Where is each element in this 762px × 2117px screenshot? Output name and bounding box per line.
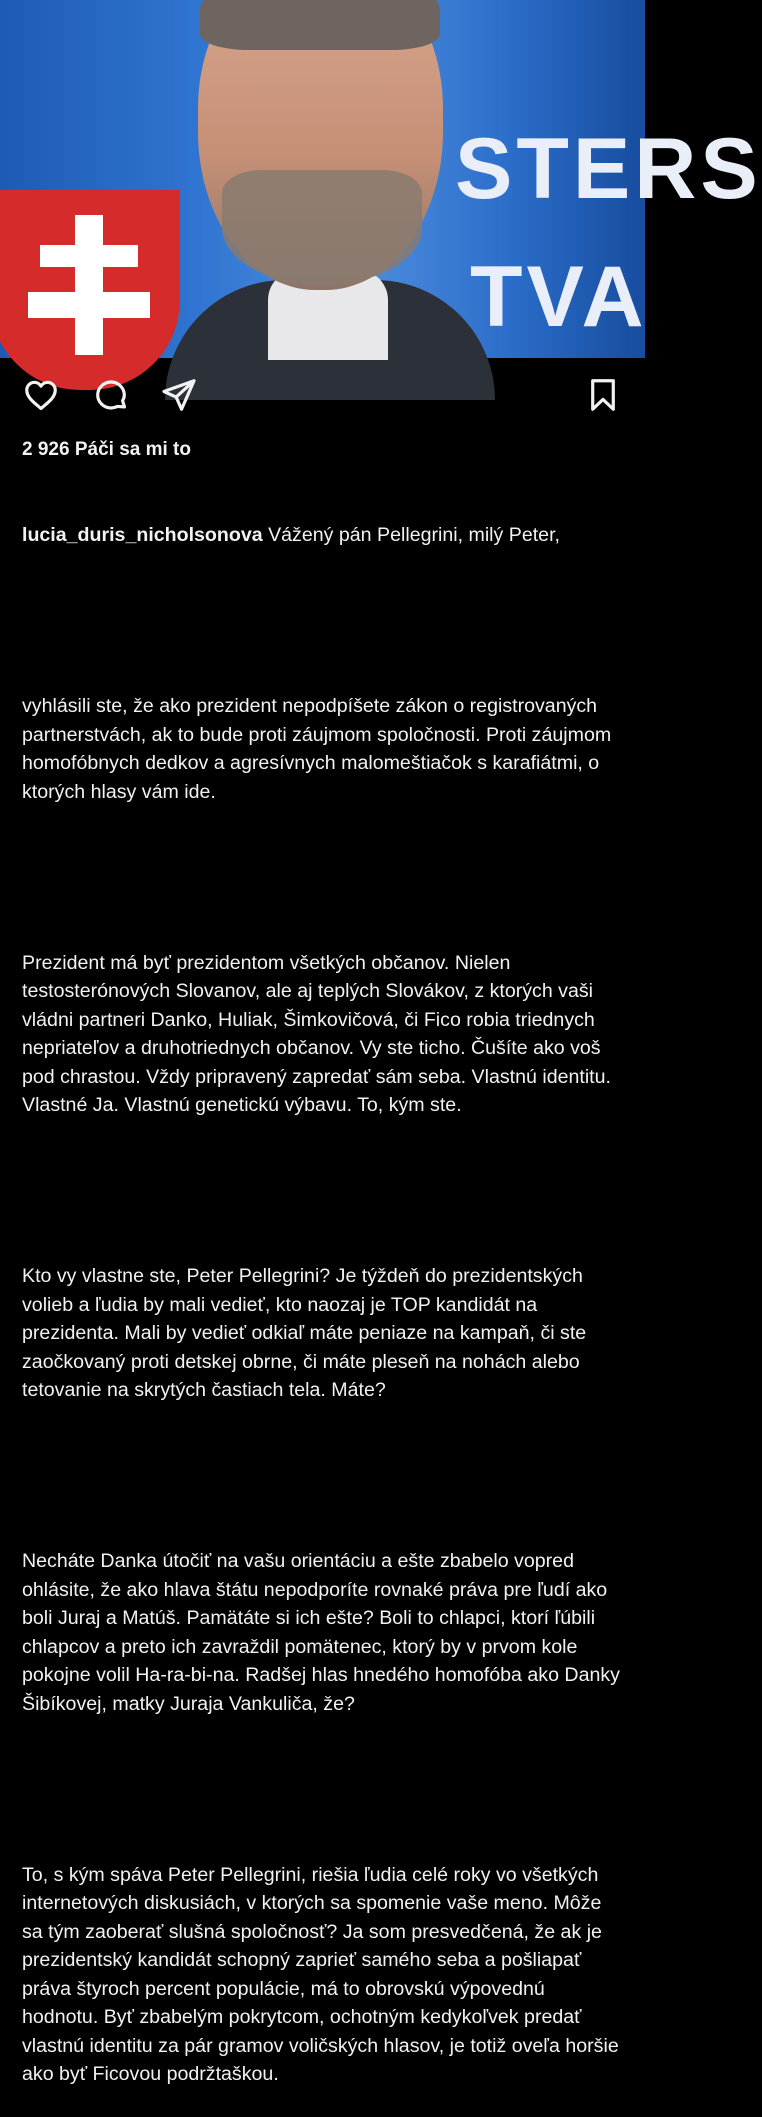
paragraph-gap bbox=[22, 1177, 623, 1206]
like-count[interactable]: 2 926 Páči sa mi to bbox=[22, 439, 191, 460]
comment-icon[interactable] bbox=[92, 376, 130, 414]
photo-text-top: STERS bbox=[455, 121, 762, 217]
emblem-cross-bar-1 bbox=[40, 245, 138, 267]
caption-paragraph: Kto vy vlastne ste, Peter Pellegrini? Je týždeň do prezidentských volieb a ľudia by mali vedieť, kto naozaj je TOP kandidát na prezidenta. Mali by vedieť odkiaľ máte peniaze na kampaň, či ste zaočkovaný proti detskej obrne, či máte pleseň na nohách alebo tetovanie na skrytých častiach tela. Máte? bbox=[22, 1265, 592, 1401]
caption-greeting: Vážený pán Pellegrini, milý Peter, bbox=[268, 524, 560, 546]
paragraph-gap bbox=[22, 607, 623, 636]
caption-paragraph: Necháte Danka útočiť na vašu orientáciu a ešte zbabelo vopred ohlásite, že ako hlava štátu nepodporíte rovnaké práva pre ľudí ako boli Juraj a Matúš. Pamätáte si ich ešte? Boli to chlapci, ktorí ľúbili chlapcov a preto ich zavraždil pomätenec, ktorý by v prvom kole pokojne volil Ha-ra-bi-na. Radšej hlas hnedého homofóba ako Danky Šibíkovej, matky Juraja Vankuliča, že? bbox=[22, 1550, 626, 1715]
post-caption bbox=[22, 464, 626, 2117]
action-bar bbox=[0, 358, 645, 430]
caption-paragraph: Prezident má byť prezidentom všetkých občanov. Nielen testosterónových Slovanov, ale aj teplých Slovákov, z ktorých vaši vládni partneri Danko, Huliak, Šimkovičová, či Fico robia triednych nepriateľov a druhotriednych občanov. Vy ste ticho. Čušíte ako voš pod chrastou. Vždy pripravený zapredať sám seba. Vlastnú identitu. Vlastné Ja. Vlastnú genetickú výbavu. To, kým ste. bbox=[22, 951, 617, 1116]
paragraph-gap bbox=[22, 863, 623, 892]
photo-text-bottom: TVA bbox=[470, 249, 648, 345]
caption-paragraph: vyhlásili ste, že ako prezident nepodpíšete zákon o registrovaných partnerstvách, ak to bude proti záujmom spoločnosti. Proti záujmom homofóbnych dedkov a agresívnych malomeštiačok s karafiátmi, o ktorých hlasy vám ide. bbox=[22, 695, 617, 803]
bookmark-icon[interactable] bbox=[584, 376, 622, 414]
heart-icon[interactable] bbox=[22, 376, 60, 414]
caption-first-line bbox=[22, 521, 623, 550]
paragraph-gap bbox=[22, 1775, 623, 1804]
emblem-cross-bar-2 bbox=[28, 292, 150, 318]
share-icon[interactable] bbox=[160, 376, 198, 414]
paragraph-gap bbox=[22, 1462, 623, 1491]
emblem-cross bbox=[75, 215, 103, 355]
person-hair bbox=[200, 0, 440, 50]
person-beard bbox=[222, 170, 422, 285]
username-link[interactable]: lucia_duris_nicholsonova bbox=[22, 524, 263, 546]
caption-paragraph: To, s kým spáva Peter Pellegrini, riešia ľudia celé roky vo všetkých internetových diskusiách, v ktorých sa spomenie vaše meno. Môže sa tým zaoberať slušná spoločnosť? Ja som presvedčená, že ak je prezidentský kandidát schopný zaprieť samého seba a pošliapať práva štyroch percent populácie, má to obrovskú výpovednú hodnotu. Byť zbabelým pokrytcom, ochotným kedykoľvek predať vlastnú identitu za pár gramov voličských hlasov, je totiž oveľa horšie ako byť Ficovou podržtaškou. bbox=[22, 1863, 625, 2085]
post-image[interactable] bbox=[0, 0, 762, 358]
